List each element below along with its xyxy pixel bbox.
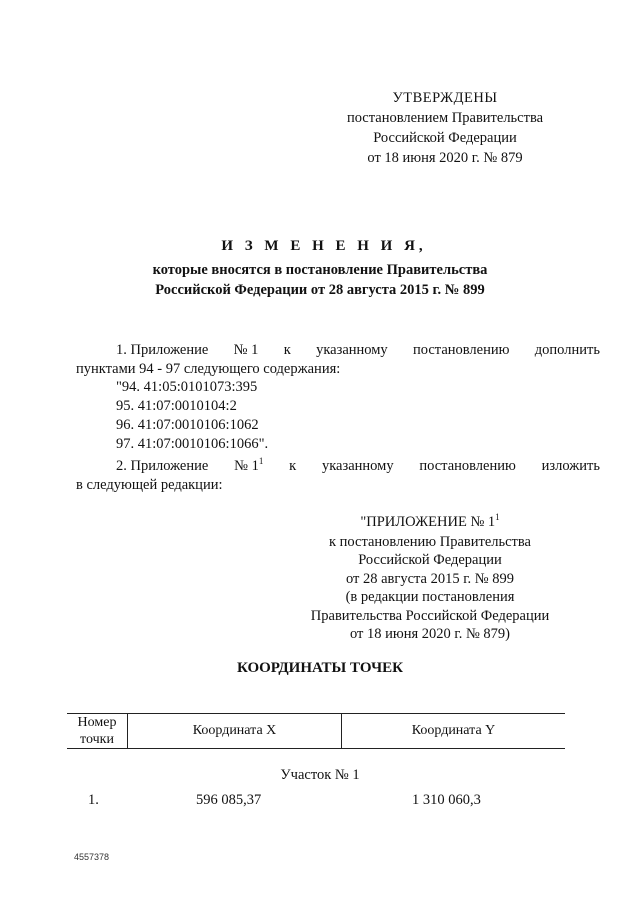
cadastral-item-94: "94. 41:05:0101073:395: [116, 379, 258, 395]
row-1-y: 1 310 060,3: [412, 792, 481, 808]
section-label: Участок № 1: [280, 767, 360, 783]
appendix-line-2: Российской Федерации: [358, 552, 502, 568]
appendix-title-sup: 1: [495, 512, 500, 523]
p1-word-5: постановлению: [413, 342, 510, 358]
appendix-line-1: к постановлению Правительства: [329, 534, 531, 550]
p2-word-2-text: № 1: [234, 458, 259, 474]
table-top-rule: [67, 713, 565, 714]
paragraph-1-first-line: [76, 340, 600, 360]
header-point-line-1: Номер: [77, 715, 117, 730]
approval-title: УТВЕРЖДЕНЫ: [392, 90, 498, 106]
row-1-x: 596 085,37: [196, 792, 262, 808]
p1-word-6: дополнить: [534, 342, 600, 358]
paragraph-1-continuation: пунктами 94 - 97 следующего содержания:: [76, 361, 341, 377]
changes-subtitle-1: которые вносятся в постановление Правительства: [152, 262, 488, 278]
p2-word-4: указанному: [321, 458, 394, 474]
appendix-line-4: (в редакции постановления: [345, 589, 515, 605]
p2-word-2-sup: 1: [258, 456, 264, 467]
p1-word-3: к: [283, 342, 291, 358]
row-1-number: 1.: [88, 792, 99, 808]
p2-word-6: изложить: [541, 458, 600, 474]
p2-word-3: к: [289, 458, 297, 474]
header-coordinate-y: Координата Y: [411, 723, 496, 738]
p2-word-2: [234, 456, 263, 476]
approval-line-3: от 18 июня 2020 г. № 879: [367, 150, 523, 166]
cadastral-item-97: 97. 41:07:0010106:1066".: [116, 436, 269, 452]
header-point-line-2: точки: [80, 732, 114, 747]
appendix-line-6: от 18 июня 2020 г. № 879): [349, 626, 511, 642]
p1-word-1: 1. Приложение: [116, 342, 209, 358]
paragraph-2-continuation: в следующей редакции:: [76, 477, 223, 493]
appendix-title: [290, 513, 570, 532]
header-point-number: [67, 714, 127, 748]
header-coordinate-x: Координата X: [192, 723, 277, 738]
approval-line-2: Российской Федерации: [373, 130, 517, 146]
appendix-title-text: "ПРИЛОЖЕНИЕ № 1: [360, 514, 496, 530]
table-header-bottom-rule: [67, 748, 565, 749]
document-code: 4557378: [74, 852, 110, 862]
coordinates-title: КООРДИНАТЫ ТОЧЕК: [236, 660, 404, 676]
approval-line-1: постановлением Правительства: [346, 110, 544, 126]
p2-word-1: 2. Приложение: [116, 458, 209, 474]
changes-title: И З М Е Н Е Н И Я,: [221, 238, 427, 254]
appendix-line-5: Правительства Российской Федерации: [310, 608, 550, 624]
paragraph-2-first-line: [76, 456, 600, 476]
changes-subtitle-2: Российской Федерации от 28 августа 2015 г. № 899: [155, 282, 485, 298]
cadastral-item-96: 96. 41:07:0010106:1062: [116, 417, 259, 433]
p1-word-4: указанному: [316, 342, 388, 358]
p2-word-5: постановлению: [419, 458, 516, 474]
appendix-line-3: от 28 августа 2015 г. № 899: [345, 571, 515, 587]
cadastral-item-95: 95. 41:07:0010104:2: [116, 398, 237, 414]
p1-word-2: № 1: [233, 342, 259, 358]
